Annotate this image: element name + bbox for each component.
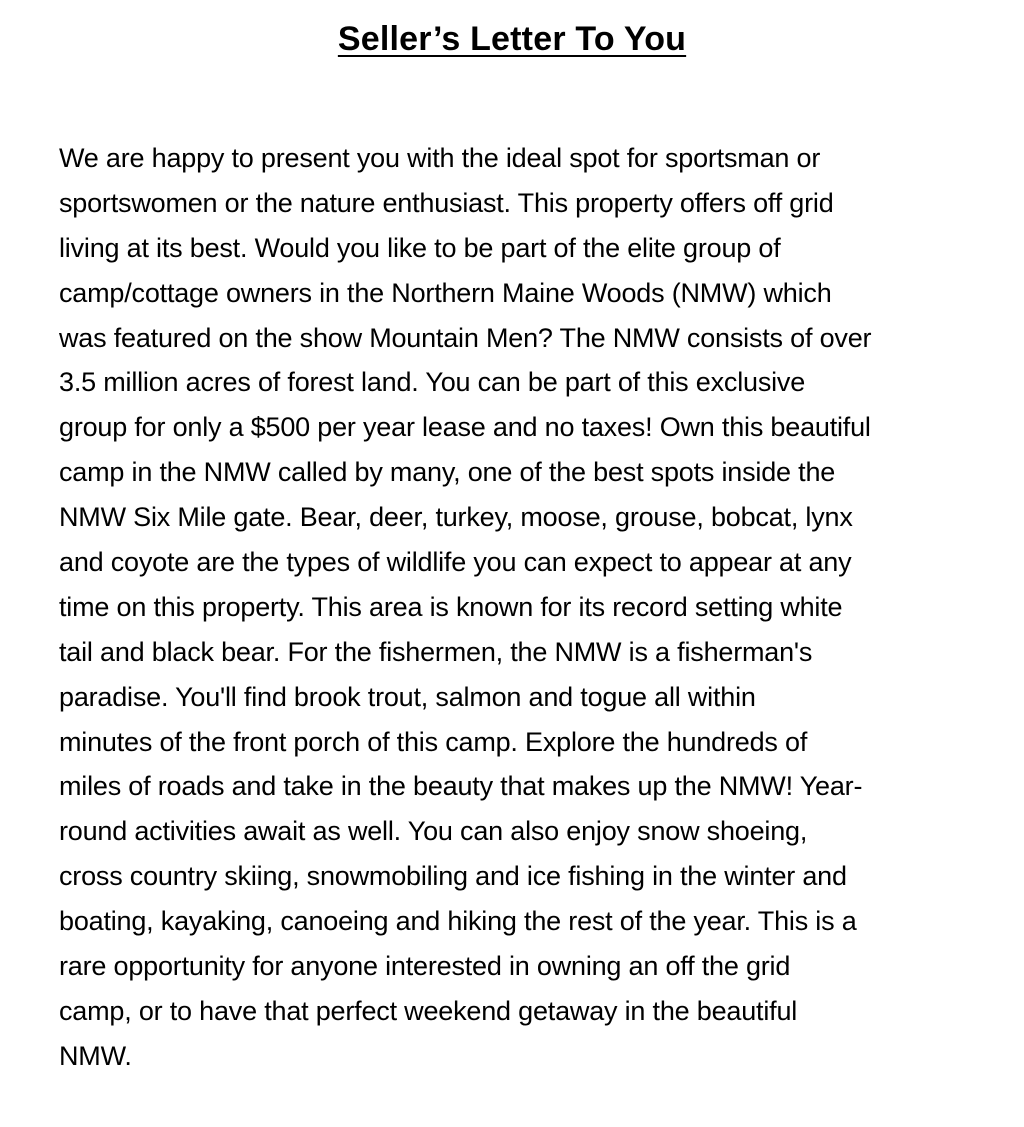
body-line: We are happy to present you with the ideal spot for sportsman or	[59, 143, 821, 173]
body-line: camp in the NMW called by many, one of the best spots inside the	[59, 457, 836, 488]
body-line: sportswomen or the nature enthusiast. This property offers off grid	[59, 187, 834, 218]
body-line: boating, kayaking, canoeing and hiking the rest of the year. This is a	[59, 906, 857, 937]
body-line: and coyote are the types of wildlife you can expect to appear at any	[59, 547, 852, 578]
body-line: paradise. You'll find brook trout, salmon and togue all within	[59, 681, 756, 712]
body-line: tail and black bear. For the fishermen, the NMW is a fisherman's	[59, 636, 813, 667]
body-line: NMW Six Mile gate. Bear, deer, turkey, moose, grouse, bobcat, lynx	[59, 502, 853, 533]
body-line: minutes of the front porch of this camp. Explore the hundreds of	[59, 726, 808, 757]
body-line: camp/cottage owners in the Northern Maine Woods (NMW) which	[59, 277, 832, 308]
body-line: was featured on the show Mountain Men? The NMW consists of over	[59, 322, 872, 353]
body-line: cross country skiing, snowmobiling and ice fishing in the winter and	[59, 861, 847, 892]
body-line: rare opportunity for anyone interested in owning an off the grid	[59, 951, 791, 982]
body-line: 3.5 million acres of forest land. You can be part of this exclusive	[59, 367, 806, 398]
body-line: time on this property. This area is known for its record setting white	[59, 591, 843, 622]
body-line: group for only a $500 per year lease and no taxes! Own this beautiful	[59, 412, 871, 443]
body-line: miles of roads and take in the beauty that makes up the NMW! Year-	[59, 771, 863, 802]
body-line: living at its best. Would you like to be part of the elite group of	[59, 232, 781, 263]
letter-body	[59, 136, 1009, 1079]
body-line: NMW.	[59, 1040, 132, 1071]
body-line: camp, or to have that perfect weekend getaway in the beautiful	[59, 995, 798, 1026]
page-title: Seller’s Letter To You	[337, 20, 687, 58]
body-line: round activities await as well. You can also enjoy snow shoeing,	[59, 816, 808, 847]
